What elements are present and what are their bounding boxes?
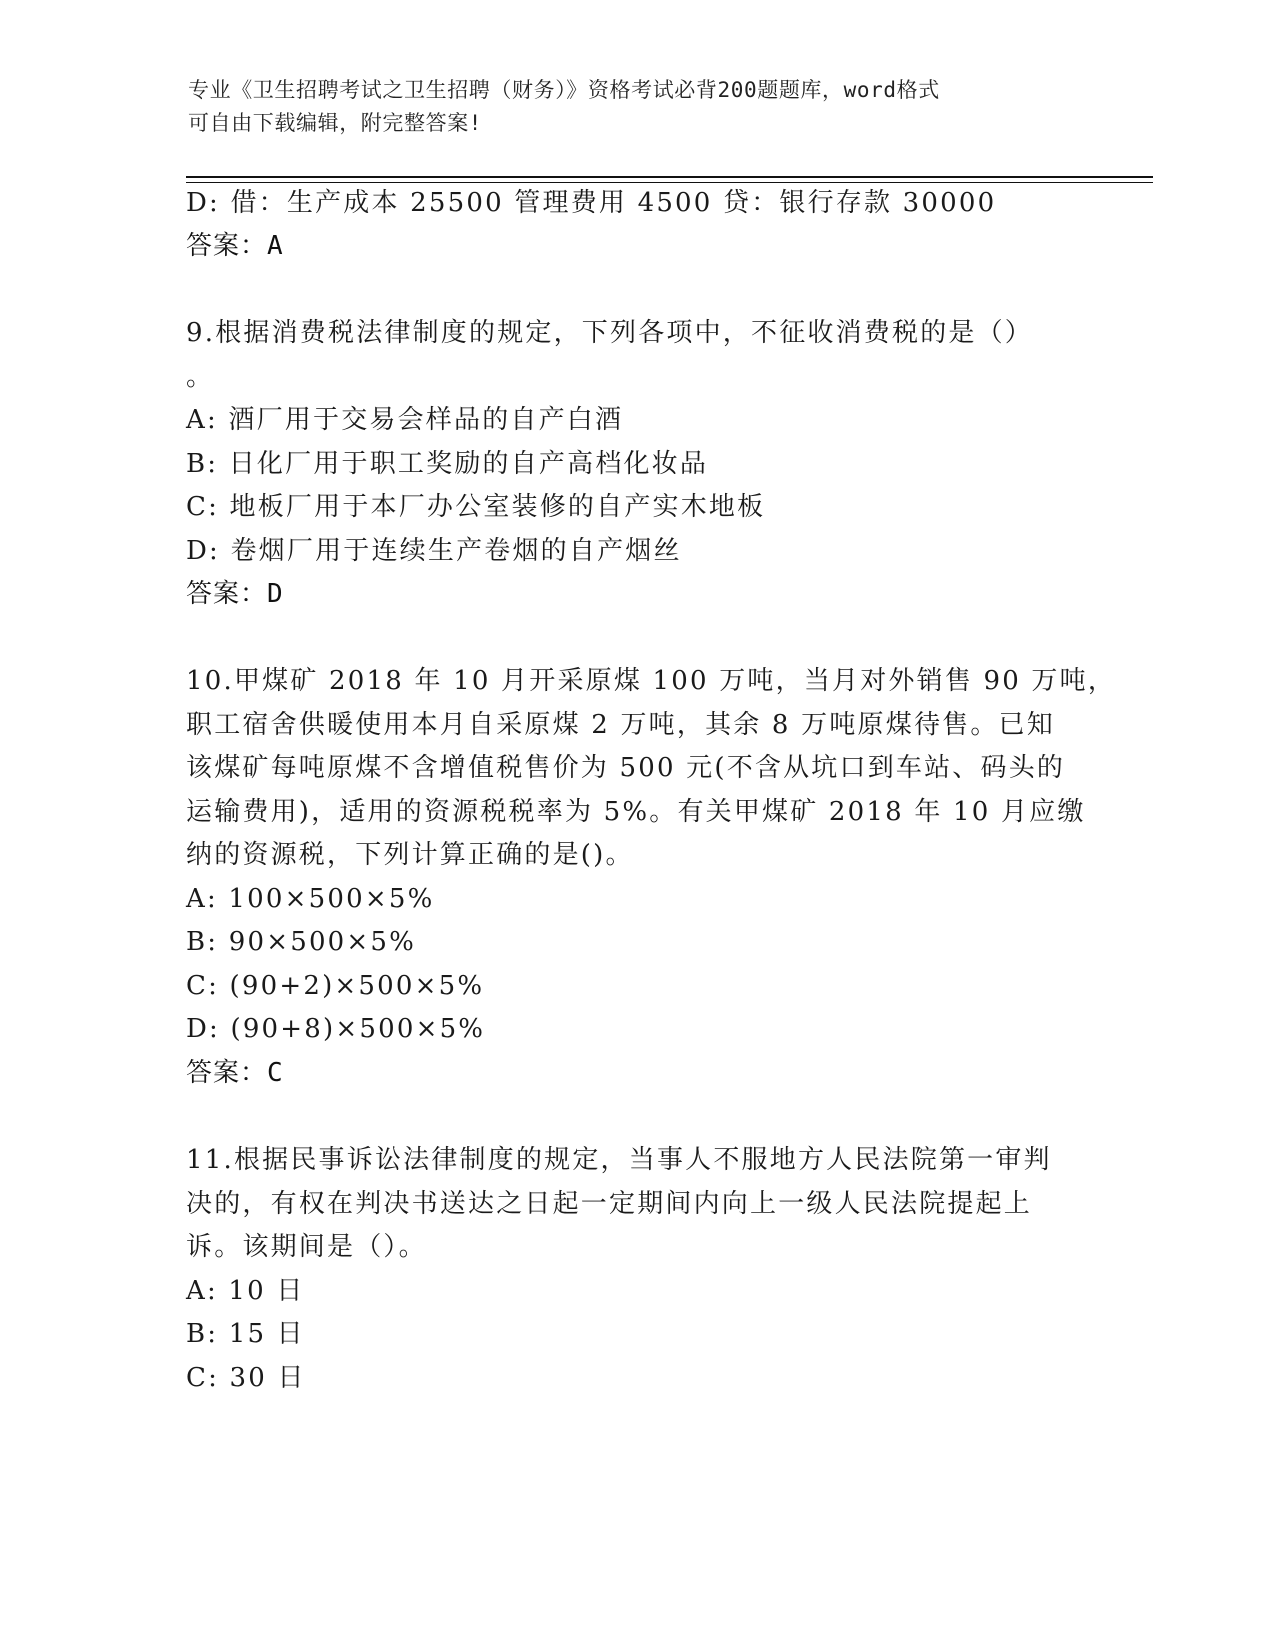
q9-option-c: C: 地板厂用于本厂办公室装修的自产实木地板 <box>186 492 766 522</box>
q10-stem-line-4: 运输费用)，适用的资源税税率为 5%。有关甲煤矿 2018 年 10 月应缴 <box>186 797 1086 827</box>
q11-option-c: C: 30 日 <box>186 1363 306 1393</box>
q10-option-c: C: (90+2)×500×5% <box>186 971 485 1001</box>
q8-answer: 答案：A <box>186 231 284 261</box>
q9-answer: 答案：D <box>186 579 284 609</box>
q11-stem-line-1: 11.根据民事诉讼法律制度的规定，当事人不服地方人民法院第一审判 <box>186 1145 1052 1175</box>
q11-option-b: B: 15 日 <box>186 1319 305 1349</box>
header-rule-thick <box>186 176 1153 178</box>
q9-option-d: D: 卷烟厂用于连续生产卷烟的自产烟丝 <box>186 536 682 566</box>
q11-stem-line-2: 决的，有权在判决书送达之日起一定期间内向上一级人民法院提起上 <box>186 1189 1033 1219</box>
header-line-2: 可自由下载编辑，附完整答案! <box>188 111 483 135</box>
q10-answer: 答案：C <box>186 1058 284 1088</box>
q9-option-a: A: 酒厂用于交易会样品的自产白酒 <box>186 405 624 435</box>
q10-stem-line-2: 职工宿舍供暖使用本月自采原煤 2 万吨，其余 8 万吨原煤待售。已知 <box>186 710 1055 740</box>
q10-option-d: D: (90+8)×500×5% <box>186 1014 486 1044</box>
q9-stem-line-2: 。 <box>186 362 215 392</box>
q8-option-d: D: 借：生产成本 25500 管理费用 4500 贷：银行存款 30000 <box>186 188 997 218</box>
q10-option-a: A: 100×500×5% <box>186 884 435 914</box>
header-rule-thin <box>186 182 1153 183</box>
q9-option-b: B: 日化厂用于职工奖励的自产高档化妆品 <box>186 449 709 479</box>
q9-stem-line-1: 9.根据消费税法律制度的规定，下列各项中，不征收消费税的是（） <box>186 318 1034 348</box>
q11-stem-line-3: 诉。该期间是（）。 <box>186 1232 427 1262</box>
header-line-1: 专业《卫生招聘考试之卫生招聘（财务）》资格考试必背200题题库，word格式 <box>188 78 940 102</box>
q11-option-a: A: 10 日 <box>186 1276 305 1306</box>
document-header <box>188 74 1088 140</box>
q10-stem-line-3: 该煤矿每吨原煤不含增值税售价为 500 元(不含从坑口到车站、码头的 <box>186 753 1066 783</box>
q10-option-b: B: 90×500×5% <box>186 927 417 957</box>
q10-stem-line-1: 10.甲煤矿 2018 年 10 月开采原煤 100 万吨，当月对外销售 90 万吨， <box>186 666 1117 696</box>
q10-stem-line-5: 纳的资源税，下列计算正确的是()。 <box>186 840 634 870</box>
